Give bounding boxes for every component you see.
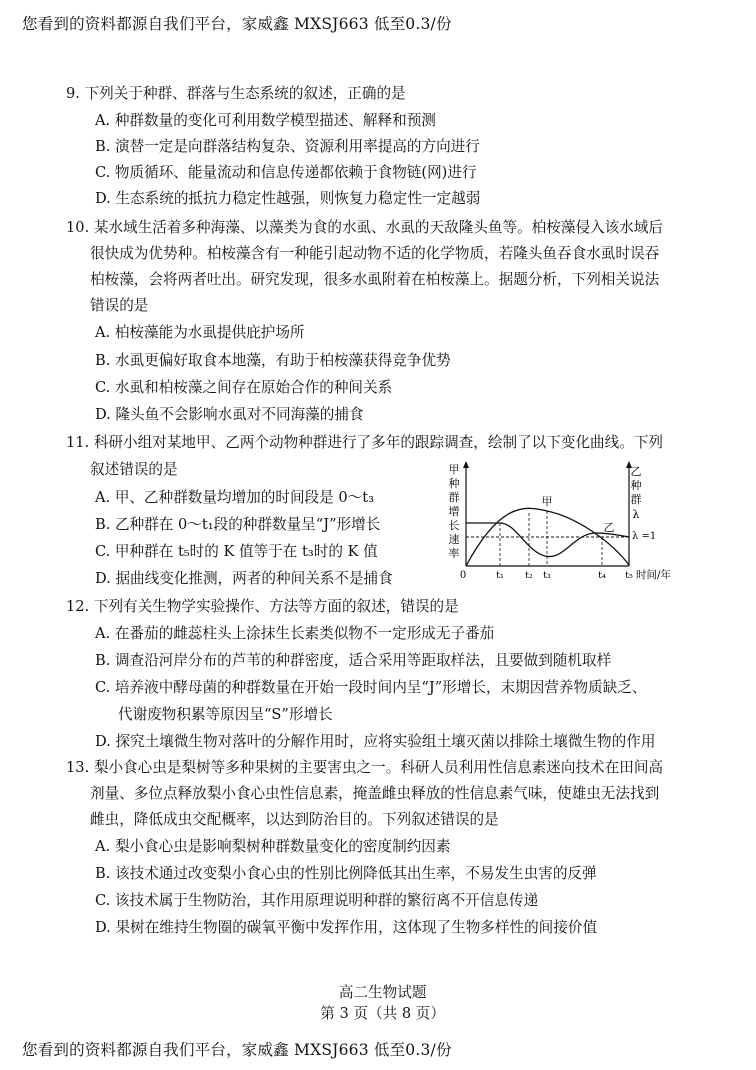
curve-label-jia: 甲	[541, 495, 553, 508]
q12-stem: 12. 下列有关生物学实验操作、方法等方面的叙述，错误的是	[66, 598, 459, 615]
q10-option-d: D. 隆头鱼不会影响水虱对不同海藻的捕食	[95, 406, 364, 423]
x-tick-t3: t₃	[543, 570, 551, 581]
q11-option-b: B. 乙种群在 0～t₁段的种群数量呈“J”形增长	[95, 516, 381, 533]
origin-label: 0	[459, 570, 467, 581]
left-axis-char: 率	[448, 547, 460, 560]
growth-curve-chart	[446, 461, 686, 585]
q11-stem-line2: 叙述错误的是	[90, 461, 178, 478]
q12-option-b: B. 调查沿河岸分布的芦苇的种群密度，适合采用等距取样法，且要做到随机取样	[95, 652, 612, 669]
x-tick-t2: t₂	[525, 570, 533, 581]
lambda-one-label: λ =1	[632, 531, 657, 542]
curve-label-yi: 乙	[603, 521, 615, 534]
q10-stem-line2: 很快成为优势种。柏桉藻含有一种能引起动物不适的化学物质，若隆头鱼吞食水虱时误吞	[90, 245, 660, 262]
q10-option-b: B. 水虱更偏好取食本地藻，有助于柏桉藻获得竞争优势	[95, 352, 451, 369]
left-axis-char: 速	[448, 533, 460, 546]
q13-option-d: D. 果树在维持生物圈的碳氧平衡中发挥作用，这体现了生物多样性的间接价值	[95, 919, 598, 936]
q9-option-d: D. 生态系统的抵抗力稳定性越强，则恢复力稳定性一定越弱	[95, 190, 481, 207]
x-tick-t5: t₅	[625, 570, 633, 581]
watermark-top: 您看到的资料都源自我们平台，家威鑫 MXSJ663 低至0.3/份	[22, 15, 452, 33]
q11-figure	[446, 461, 686, 585]
footer-subject: 高二生物试题	[338, 984, 427, 1001]
q10-stem-line3: 柏桉藻，会将两者吐出。研究发现，很多水虱附着在柏桉藻上。据题分析，下列相关说法	[90, 271, 660, 288]
right-axis-char: λ	[632, 508, 640, 521]
q11-option-c: C. 甲种群在 t₅时的 K 值等于在 t₃时的 K 值	[95, 543, 378, 560]
left-axis-char: 甲	[448, 463, 460, 476]
q13-stem-line2: 剂量、多位点释放梨小食心虫性信息素，掩盖雌虫释放的性信息素气味，使雄虫无法找到	[90, 785, 660, 802]
q11-option-a: A. 甲、乙种群数量均增加的时间段是 0～t₃	[95, 489, 374, 506]
q12-option-c-line1: C. 培养液中酵母菌的种群数量在开始一段时间内呈“J”形增长，末期因营养物质缺乏、	[95, 679, 647, 696]
q13-stem-line1: 13. 梨小食心虫是梨树等多种果树的主要害虫之一。科研人员利用性信息素迷向技术在田间高	[66, 759, 664, 776]
footer-page-number: 第 3 页（共 8 页）	[320, 1005, 445, 1022]
q10-option-a: A. 柏桉藻能为水虱提供庇护场所	[95, 324, 305, 341]
right-axis-char: 群	[630, 493, 642, 506]
right-axis-char: 种	[630, 479, 642, 492]
left-axis-char: 长	[448, 519, 460, 532]
left-axis-char: 群	[448, 491, 460, 504]
q12-option-c-line2: 代谢废物积累等原因呈“S”形增长	[118, 706, 333, 723]
q12-option-a: A. 在番茄的雌蕊柱头上涂抹生长素类似物不一定形成无子番茄	[95, 625, 495, 642]
q13-option-c: C. 该技术属于生物防治，其作用原理说明种群的繁衍离不开信息传递	[95, 892, 539, 909]
x-axis-label: 时间/年	[636, 569, 672, 581]
watermark-bottom: 您看到的资料都源自我们平台，家威鑫 MXSJ663 低至0.3/份	[22, 1041, 452, 1059]
page-footer	[0, 964, 756, 1023]
q9-stem: 9. 下列关于种群、群落与生态系统的叙述，正确的是	[66, 85, 406, 102]
q11-option-d: D. 据曲线变化推测，两者的种间关系不是捕食	[95, 570, 393, 587]
q13-option-a: A. 梨小食心虫是影响梨树种群数量变化的密度制约因素	[95, 838, 451, 855]
q13-stem-line3: 雌虫，降低成虫交配概率，以达到防治目的。下列叙述错误的是	[90, 811, 499, 828]
left-y-axis-arrow	[463, 461, 469, 468]
q9-option-c: C. 物质循环、能量流动和信息传递都依赖于食物链(网)进行	[95, 164, 477, 181]
left-axis-char: 种	[448, 477, 460, 490]
q13-option-b: B. 该技术通过改变梨小食心虫的性别比例降低其出生率，不易发生虫害的反弹	[95, 865, 597, 882]
q10-option-c: C. 水虱和柏桉藻之间存在原始合作的种间关系	[95, 379, 393, 396]
q12-option-d: D. 探究土壤微生物对落叶的分解作用时，应将实验组土壤灭菌以排除土壤微生物的作用	[95, 733, 656, 750]
q11-stem-line1: 11. 科研小组对某地甲、乙两个动物种群进行了多年的跟踪调查，绘制了以下变化曲线。下列	[66, 434, 664, 451]
q9-option-b: B. 演替一定是向群落结构复杂、资源利用率提高的方向进行	[95, 138, 480, 155]
right-axis-char: 乙	[630, 465, 642, 478]
x-tick-t1: t₁	[496, 570, 504, 581]
x-tick-t4: t₄	[598, 570, 606, 581]
q9-option-a: A. 种群数量的变化可利用数学模型描述、解释和预测	[95, 112, 436, 129]
q10-stem-line4: 错误的是	[90, 297, 149, 314]
left-axis-char: 增	[448, 505, 460, 518]
q10-stem-line1: 10. 某水域生活着多种海藻、以藻类为食的水虱、水虱的天敌隆头鱼等。柏桉藻侵入该水域后	[66, 219, 664, 236]
